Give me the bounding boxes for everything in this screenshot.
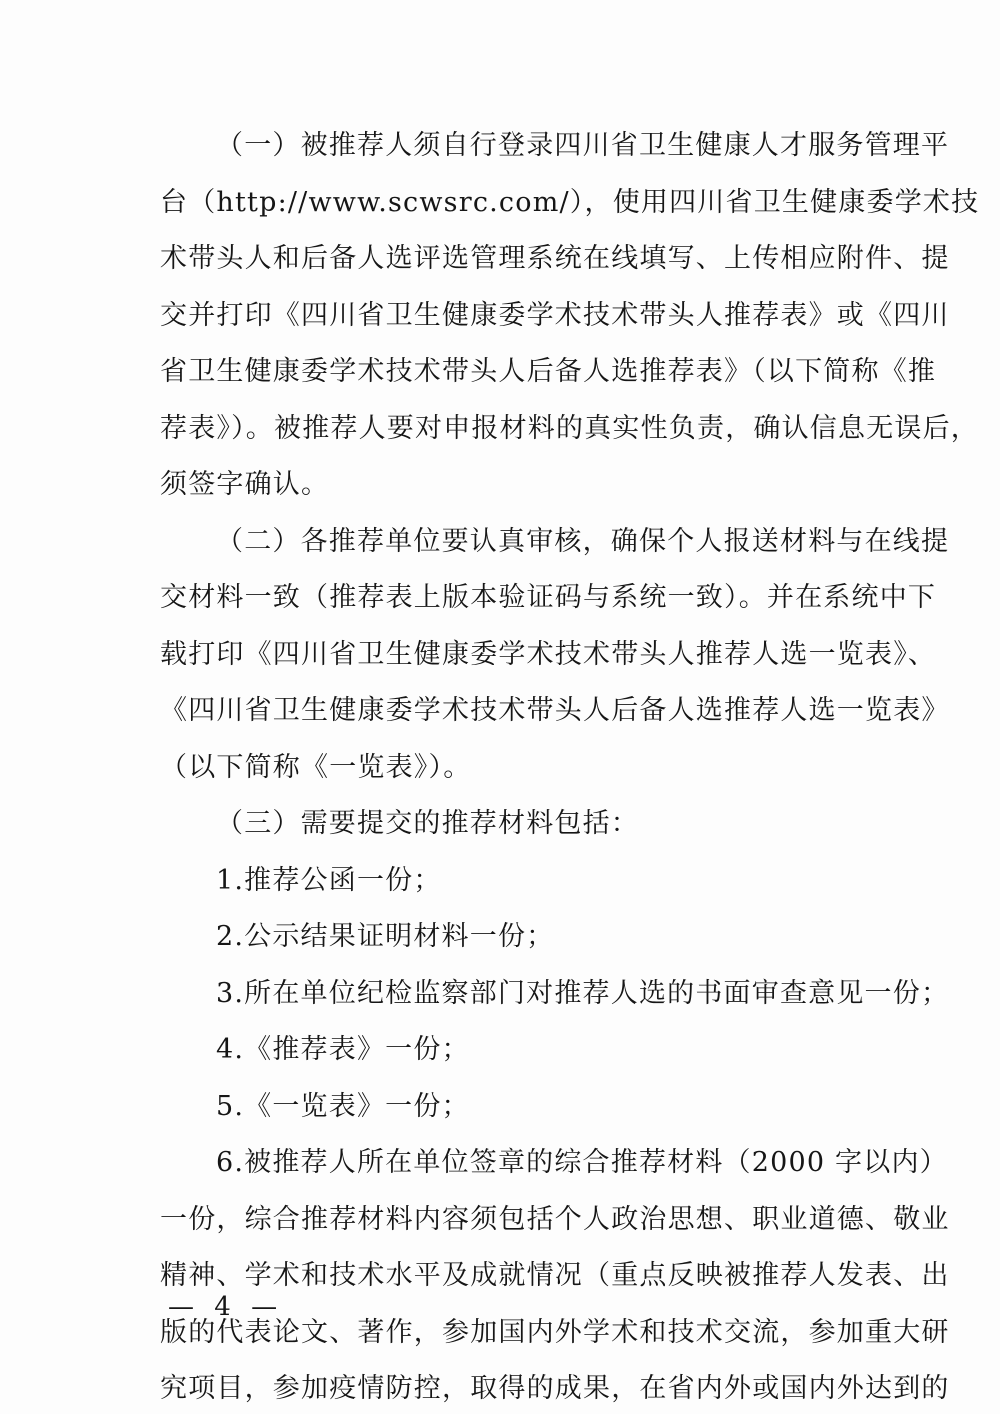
paragraph-line: 交并打印《四川省卫生健康委学术技术带头人推荐表》或《四川 — [160, 299, 950, 331]
paragraph-line: 精神、学术和技术水平及成就情况（重点反映被推荐人发表、出 — [160, 1260, 950, 1291]
list-item: 1.推荐公函一份； — [216, 864, 442, 896]
paragraph-line: 台（http://www.scwsrc.com/），使用四川省卫生健康委学术技 — [160, 186, 980, 218]
paragraph-line: 术带头人和后备人选评选管理系统在线填写、上传相应附件、提 — [160, 243, 950, 274]
list-item: 5.《一览表》一份； — [216, 1090, 470, 1122]
paragraph-line: 一份，综合推荐材料内容须包括个人政治思想、职业道德、敬业 — [160, 1203, 950, 1235]
paragraph-line: 荐表》）。被推荐人要对申报材料的真实性负责，确认信息无误后， — [160, 412, 979, 444]
paragraph-line: 《四川省卫生健康委学术技术带头人后备人选推荐人选一览表》 — [160, 695, 950, 726]
paragraph-line: （一）被推荐人须自行登录四川省卫生健康人才服务管理平 — [216, 130, 950, 161]
paragraph-line: 须签字确认。 — [160, 469, 330, 500]
list-item: 6.被推荐人所在单位签章的综合推荐材料（2000 字以内） — [216, 1147, 948, 1178]
paragraph-line: 版的代表论文、著作，参加国内外学术和技术交流，参加重大研 — [160, 1316, 950, 1348]
paragraph-line: （以下简称《一览表》）。 — [160, 751, 472, 783]
paragraph-line: 究项目，参加疫情防控，取得的成果，在省内外或国内外达到的 — [160, 1373, 950, 1404]
paragraph-line: 交材料一致（推荐表上版本验证码与系统一致）。并在系统中下 — [160, 582, 937, 613]
section-heading: （三）需要提交的推荐材料包括： — [216, 808, 639, 839]
list-item: 2.公示结果证明材料一份； — [216, 921, 555, 952]
paragraph-line: （二）各推荐单位要认真审核，确保个人报送材料与在线提 — [216, 525, 950, 557]
page-number: — 4 — — [168, 1292, 284, 1322]
list-item: 4.《推荐表》一份； — [216, 1034, 470, 1065]
list-item: 3.所在单位纪检监察部门对推荐人选的书面审查意见一份； — [216, 977, 950, 1009]
paragraph-line: 省卫生健康委学术技术带头人后备人选推荐表》（以下简称《推 — [160, 356, 937, 387]
body-text — [160, 118, 980, 1418]
paragraph-line: 载打印《四川省卫生健康委学术技术带头人推荐人选一览表》、 — [160, 638, 937, 670]
